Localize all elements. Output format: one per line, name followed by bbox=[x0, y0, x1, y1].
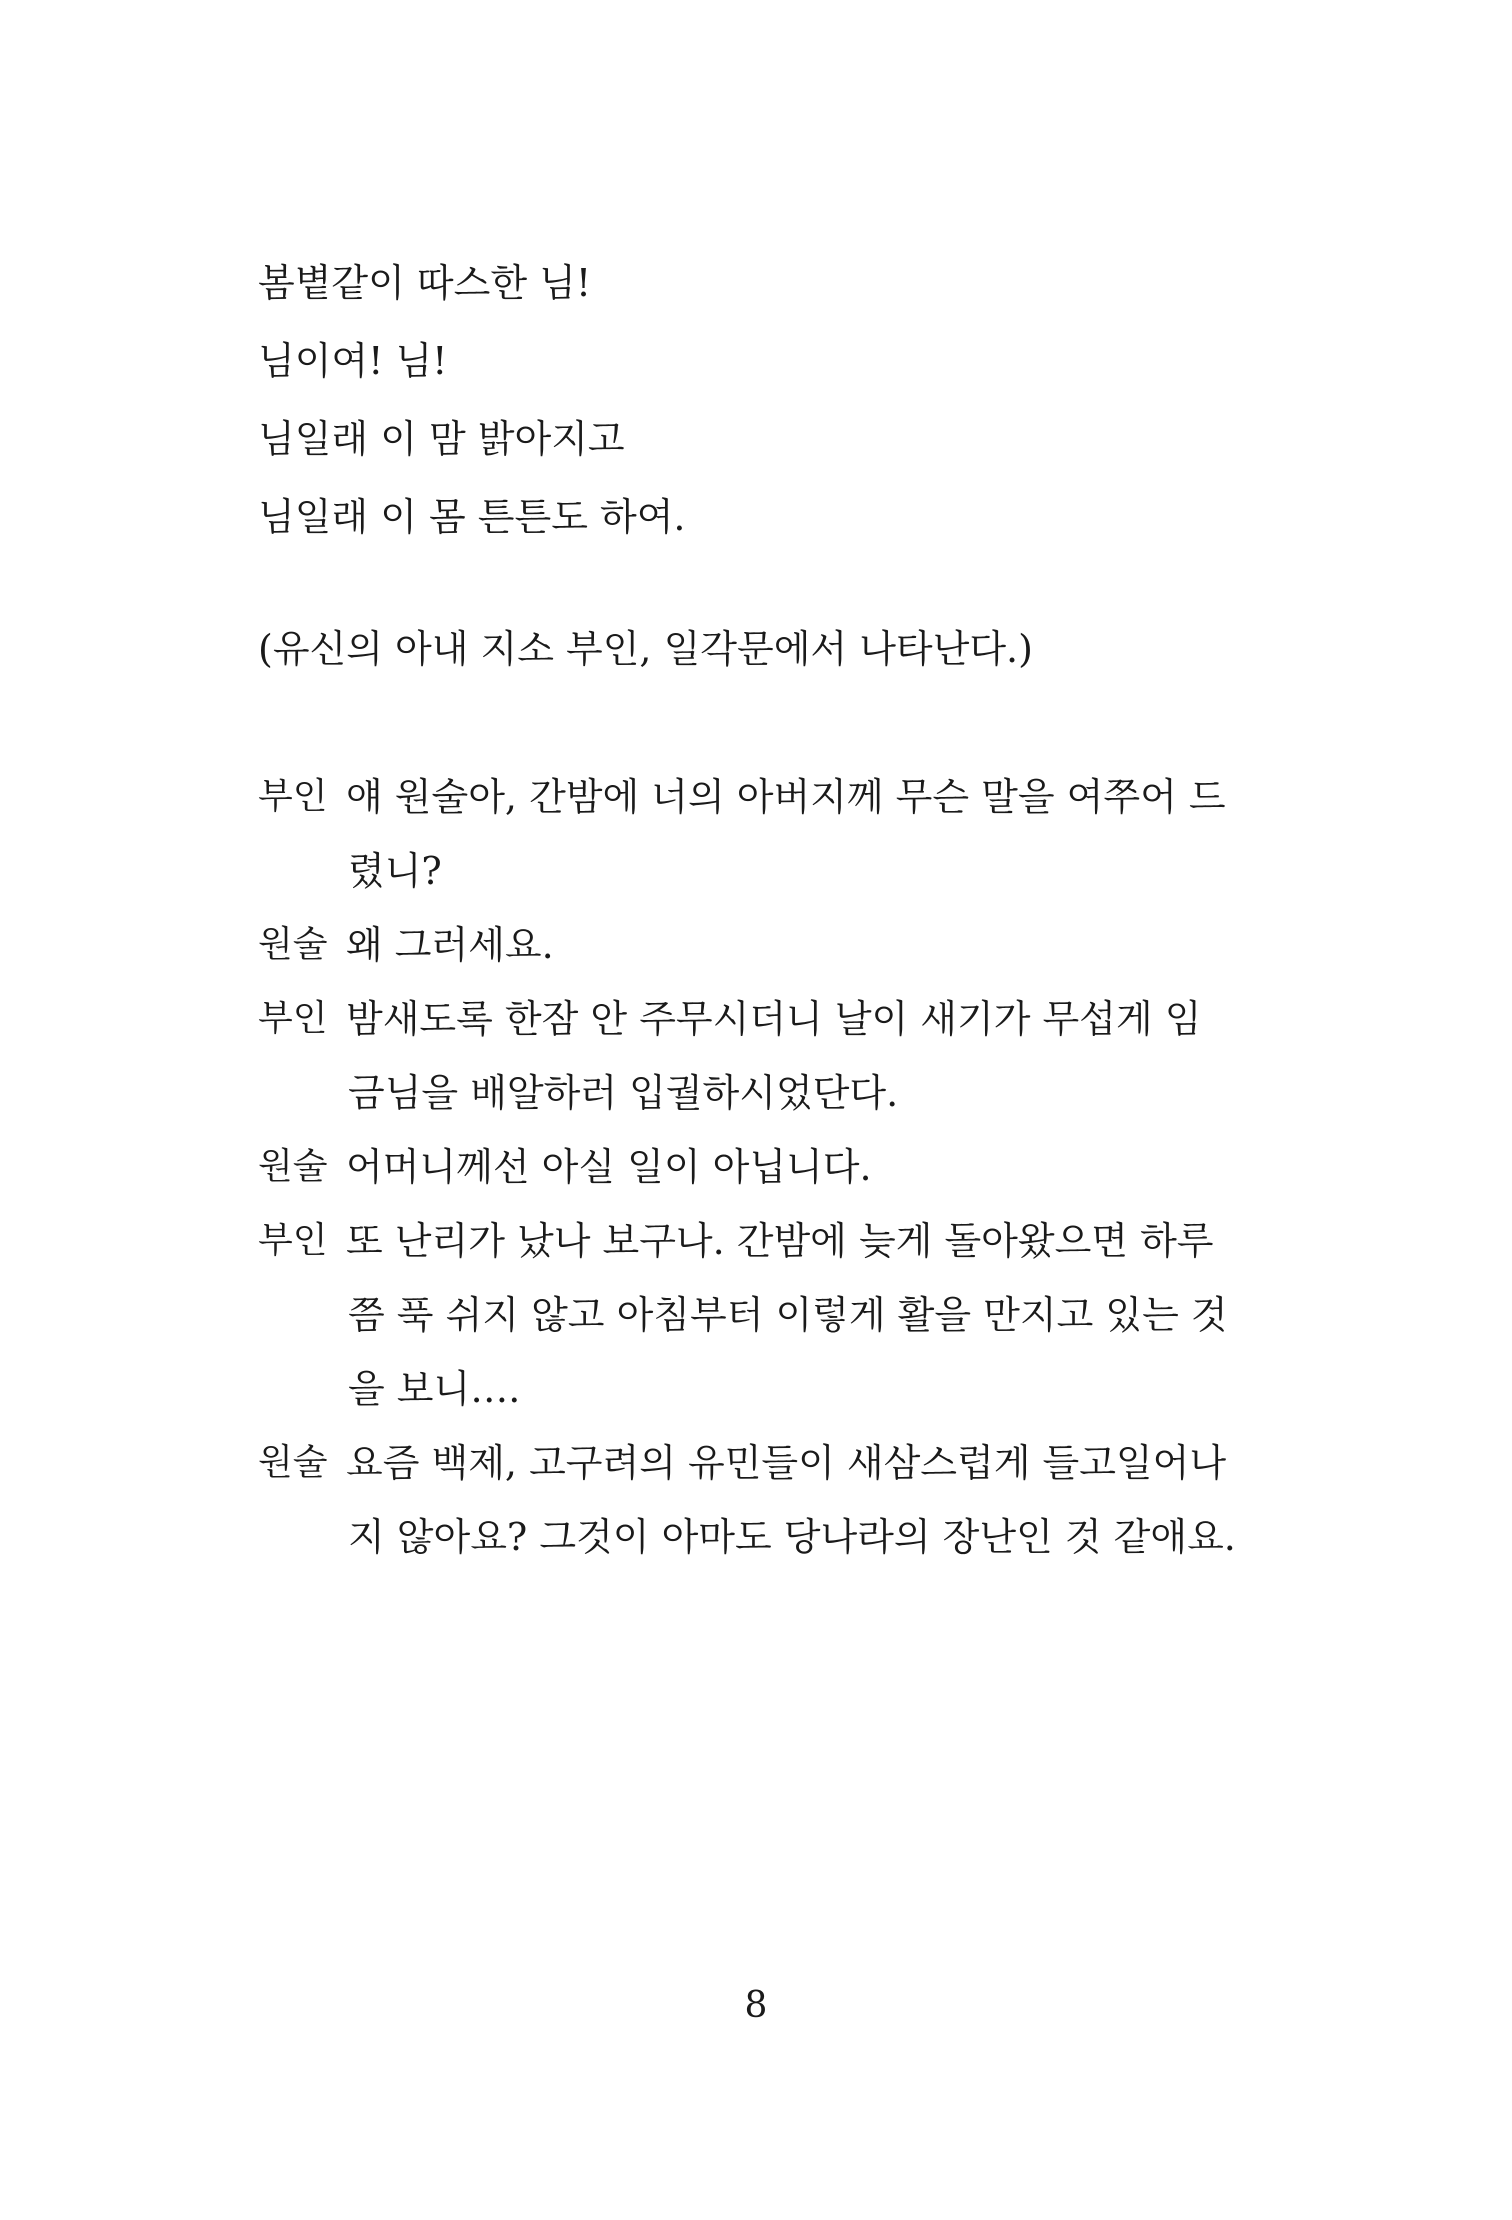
verse-line: 님이여! 님! bbox=[258, 339, 448, 383]
speech-text bbox=[346, 760, 1258, 908]
speaker-name: 부인 bbox=[258, 776, 328, 817]
speech-entry bbox=[258, 1426, 1258, 1574]
speech-line: 지 않아요? 그것이 아마도 당나라의 장난인 것 같애요. bbox=[348, 1515, 1236, 1559]
verse-line: 님일래 이 몸 튼튼도 하여. bbox=[258, 495, 686, 539]
speech-entry bbox=[258, 1204, 1258, 1426]
speech-line: 어머니께선 아실 일이 아닙니다. bbox=[346, 1145, 872, 1189]
speech-line: 렸니? bbox=[348, 849, 442, 893]
speaker-name: 원술 bbox=[258, 924, 328, 965]
speech-line: 또 난리가 났나 보구나. 간밤에 늦게 돌아왔으면 하루 bbox=[346, 1219, 1214, 1263]
speech-text bbox=[346, 982, 1258, 1130]
speech-entry bbox=[258, 1130, 1258, 1204]
speech-entry bbox=[258, 908, 1258, 982]
speech-line: 밤새도록 한잠 안 주무시더니 날이 새기가 무섭게 임 bbox=[346, 997, 1202, 1041]
speaker-name: 부인 bbox=[258, 998, 328, 1039]
speech-line: 을 보니…. bbox=[348, 1367, 521, 1411]
speech-text bbox=[346, 1130, 1258, 1204]
speaker-name: 원술 bbox=[258, 1442, 328, 1483]
speaker-name: 원술 bbox=[258, 1146, 328, 1187]
speech-entry bbox=[258, 982, 1258, 1130]
speaker-name: 부인 bbox=[258, 1220, 328, 1261]
speech-line: 왜 그러세요. bbox=[346, 923, 554, 967]
verse-line: 봄볕같이 따스한 님! bbox=[258, 261, 592, 305]
speech-line: 금님을 배알하러 입궐하시었단다. bbox=[348, 1071, 899, 1115]
speech-text bbox=[346, 1204, 1258, 1426]
verse-line: 님일래 이 맘 밝아지고 bbox=[258, 417, 625, 461]
stage-direction: (유신의 아내 지소 부인, 일각문에서 나타난다.) bbox=[258, 627, 1033, 671]
speech-line: 쯤 푹 쉬지 않고 아침부터 이렇게 활을 만지고 있는 것 bbox=[348, 1293, 1228, 1337]
speech-line: 요즘 백제, 고구려의 유민들이 새삼스럽게 들고일어나 bbox=[346, 1441, 1227, 1485]
speech-text bbox=[346, 1426, 1258, 1574]
speech-text bbox=[346, 908, 1258, 982]
speech-entry bbox=[258, 760, 1258, 908]
dialogue-block bbox=[258, 760, 1258, 1574]
page-number: 8 bbox=[744, 1985, 768, 2026]
speech-line: 얘 원술아, 간밤에 너의 아버지께 무슨 말을 여쭈어 드 bbox=[346, 775, 1226, 819]
verse-block bbox=[258, 244, 1258, 556]
